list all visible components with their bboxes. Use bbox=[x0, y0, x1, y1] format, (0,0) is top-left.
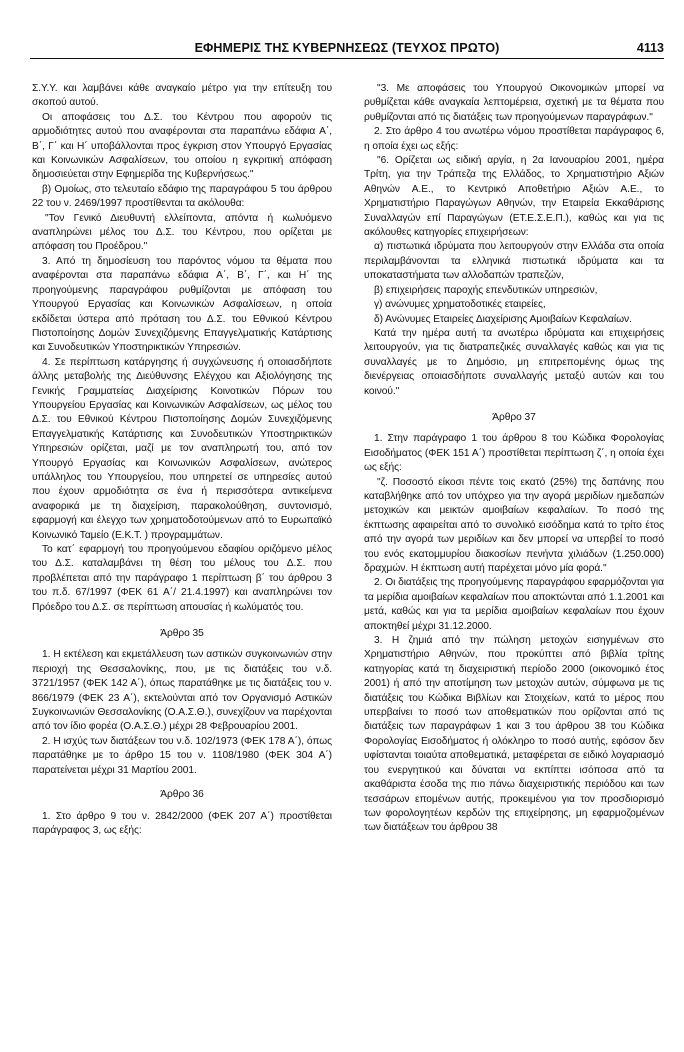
paragraph: 3. Από τη δημοσίευση του παρόντος νόμου τα θέματα που αναφέρονται στα παραπάνω εδάφια Α΄, Β΄, Γ΄, και Η΄ της προηγούμενης παραγράφου ρυθμίζονται με απόφαση του Υπουργού Εργασίας και Κοινωνικών Ασφαλίσεων, η οποία εκδίδεται ύστερα από πρόταση του Δ.Σ. του Εθνικού Κέντρου Πιστοποίησης Δομών Συνεχιζόμενης Επαγγελματικής Κατάρτισης και Συνοδευτικών Υποστηρικτικών Υπηρεσιών. bbox=[32, 255, 332, 354]
paragraph: Οι αποφάσεις του Δ.Σ. του Κέντρου που αφορούν τις αρμοδιότητες αυτού που αναφέρονται στα παραπάνω εδάφια Α΄, Β΄, Γ΄ και Η΄ υποβάλλονται προς έγκριση στον Υπουργό Εργασίας και Κοινωνικών Ασφαλίσεων, του οποίου η εγκριτική απόφαση δημοσιεύεται στην Εφημερίδα της Κυβερνήσεως." bbox=[32, 111, 332, 181]
list-item: β) επιχειρήσεις παροχής επενδυτικών υπηρεσιών, bbox=[374, 284, 598, 296]
quoted-paragraph: "3. Με αποφάσεις του Υπουργού Οικονομικών μπορεί να ρυθμίζεται κάθε αναγκαία λεπτομέρεια, σχετική με τα θέματα που ρυθμίζονται από τις διατάξεις των προηγούμενων παραγράφων." bbox=[364, 83, 664, 123]
paragraph: 4. Σε περίπτωση κατάργησης ή συγχώνευσης ή οποιασδήποτε άλλης μεταβολής της Διεύθυνσης Ελέγχου και Αξιολόγησης της Γενικής Γραμματείας Διαχείρισης Κοινοτικών Πόρων του Υπουργείου Εργασίας και Κοινωνικών Ασφαλίσεων, ως μέλος του Δ.Σ. του Εθνικού Κέντρου Πιστοποίησης Δομών Συνεχιζόμενης Επαγγελματικής Κατάρτισης και Συνοδευτικών Υποστηρικτικών Υπηρεσιών ορίζεται, μαζί με τον αναπληρωτή του, από τον Υπουργό Εργασίας και Κοινωνικών Ασφαλίσεων, ανώτερος υπάλληλος του Υπουργείου, που υπηρετεί σε υπηρεσίες αυτού που έχουν αρμοδιότητα σε ένα ή περισσότερα αντικείμενα αναφορικά με τη διαχείριση, παρακολούθηση, συντονισμό, εφαρμογή και έλεγχο των χρηματοδοτούμενων από το Ευρωπαϊκό Κοινωνικό Ταμείο (Ε.Κ.Τ. ) προγραμμάτων. bbox=[32, 356, 332, 541]
list-item: γ) ανώνυμες χρηματοδοτικές εταιρείες, bbox=[374, 299, 546, 311]
paragraph: Κατά την ημέρα αυτή τα ανωτέρω ιδρύματα και επιχειρήσεις λειτουργούν, για τις διατραπεζικές συναλλαγές καθώς και για τις συναλλαγές με το Δημόσιο, μη επιτρεπομένης όμως της διενέργειας οποιασδήποτε συναλλαγής μεταξύ αυτών και του κοινού." bbox=[364, 327, 664, 397]
article-heading-37: Άρθρο 37 bbox=[492, 411, 536, 423]
quoted-paragraph: "6. Ορίζεται ως ειδική αργία, η 2α Ιανουαρίου 2001, ημέρα Τρίτη, για την Τράπεζα της Ελλάδος, το Χρηματιστήριο Αξιών Αθηνών Α.Ε., το Κεντρικό Αποθετήριο Αξιών Α.Ε., το Χρηματιστήριο Παραγώγων Αθηνών, την Εταιρεία Εκκαθάρισης Συναλλαγών επί Παραγώγων (ΕΤ.Ε.Σ.Ε.Π.), καθώς και για τις ακόλουθες κατηγορίες επιχειρήσεων: bbox=[364, 155, 664, 239]
paragraph: 2. Οι διατάξεις της προηγούμενης παραγράφου εφαρμόζονται για τα μερίδια αμοιβαίων κεφαλαίων που αποκτώνται από 1.1.2001 και μετά, καθώς και για τα μερίδια αμοιβαίων κεφαλαίων που έχουν αποκτηθεί μέχρι 31.12.2000. bbox=[364, 577, 664, 632]
paragraph: β) Ομοίως, στο τελευταίο εδάφιο της παραγράφου 5 του άρθρου 22 του ν. 2469/1997 προστίθενται τα ακόλουθα: bbox=[32, 183, 332, 210]
page-number: 4113 bbox=[636, 41, 664, 55]
paragraph: Το κατ΄ εφαρμογή του προηγούμενου εδαφίου οριζόμενο μέλος του Δ.Σ. καταλαμβάνει τη θέση του μέλους του Δ.Σ. που προβλέπεται από την παράγραφο 1 περίπτωση β΄ του άρθρου 3 του π.δ. 67/1997 (ΦΕΚ 61 Α΄/ 21.4.1997) και αναπληρώνει τον Πρόεδρο του Δ.Σ. σε περίπτωση απουσίας ή κωλύματός του. bbox=[32, 544, 332, 613]
paragraph: 3. Η ζημιά από την πώληση μετοχών εισηγμένων στο Χρηματιστήριο Αθηνών, που προκύπτει από βιβλία τρίτης κατηγορίας κατά τη διαχειριστική περίοδο 2000 (οικονομικό έτος 2001) ή από την αποτίμηση των μετοχών αυτών, σύμφωνα με τις διατάξεις του Κώδικα Βιβλίων και Στοιχείων, κατά το μέρος που υπερβαίνει το ποσό των αποθεματικών που ορίζονται από τις διατάξεις των παραγράφων 1 και 3 του άρθρου 38 του Κώδικα Φορολογίας Εισοδήματος ή ολόκληρο το ποσό αυτής, εφόσον δεν υφίστανται τοιαύτα αποθεματικά, μεταφέρεται σε ειδικό λογαριασμό του ενεργητικού και δύναται να εκπίπτει ισόποσα από τα ακαθάριστα έσοδα της πιο πάνω διαχειριστικής περιόδου και των τεσσάρων επομένων αυτής, προκειμένου για τον προσδιορισμό των φορολογητέων κερδών της επιχείρησης, μη εφαρμοζομένων των διατάξεων του άρθρου 38 bbox=[364, 635, 664, 834]
paragraph: 2. Η ισχύς των διατάξεων του ν.δ. 102/1973 (ΦΕΚ 178 Α΄), όπως παρατάθηκε με το άρθρο 15 του ν. 1108/1980 (ΦΕΚ 304 Α΄) παρατείνεται μέχρι 31 Μαρτίου 2001. bbox=[32, 735, 332, 776]
left-column bbox=[32, 82, 332, 1042]
article-heading-36: Άρθρο 36 bbox=[160, 789, 204, 801]
page-header bbox=[30, 0, 664, 56]
right-column bbox=[364, 82, 664, 1042]
list-item: α) πιστωτικά ιδρύματα που λειτουργούν στην Ελλάδα στα οποία περιλαμβάνονται τα ελληνικά πιστωτικά ιδρύματα και τα υποκαταστήματα των αλλοδαπών τραπεζών, bbox=[364, 241, 664, 282]
paragraph: Σ.Υ.Υ. και λαμβάνει κάθε αναγκαίο μέτρο για την επίτευξη του σκοπού αυτού. bbox=[32, 83, 332, 109]
header-rule bbox=[30, 58, 664, 59]
paragraph: 1. Η εκτέλεση και εκμετάλλευση των αστικών συγκοινωνιών στην περιοχή της Θεσσαλονίκης, που, με τις διατάξεις του ν.δ. 3721/1957 (ΦΕΚ 142 Α΄), όπως παρατάθηκε με τις διατάξεις του ν. 866/1979 (ΦΕΚ 23 Α΄), εκτελούνται από τον Οργανισμό Αστικών Συγκοινωνιών Θεσσαλονίκης (Ο.Α.Σ.Θ.), συνεχίζουν να παρέχονται από τον ίδιο φορέα (Ο.Α.Σ.Θ.) μέχρι 28 Φεβρουαρίου 2001. bbox=[32, 649, 332, 733]
paragraph: 1. Στο άρθρο 9 του ν. 2842/2000 (ΦΕΚ 207 Α΄) προστίθεται παράγραφος 3, ως εξής: bbox=[32, 810, 332, 836]
paragraph: 1. Στην παράγραφο 1 του άρθρου 8 του Κώδικα Φορολογίας Εισοδήματος (ΦΕΚ 151 Α΄) προστίθεται περίπτωση ζ΄, η οποία έχει ως εξής: bbox=[364, 433, 664, 474]
paragraph: 2. Στο άρθρο 4 του ανωτέρω νόμου προστίθεται παράγραφος 6, η οποία έχει ως εξής: bbox=[364, 126, 664, 152]
gazette-title: ΕΦΗΜΕΡΙΣ ΤΗΣ ΚΥΒΕΡΝΗΣΕΩΣ (ΤΕΥΧΟΣ ΠΡΩΤΟ) bbox=[194, 41, 500, 55]
quoted-paragraph: "ζ. Ποσοστό είκοσι πέντε τοις εκατό (25%) της δαπάνης που καταβλήθηκε από τον υπόχρεο για την αγορά μεριδίων ημεδαπών μετοχικών και μεικτών αμοιβαίων κεφαλαίων. Το ποσό της έκπτωσης αφαιρείται από το συνολικό εισόδημα κατά το τρίτο έτος από την αγορά των μεριδίων και δεν μπορεί να υπερβεί το ποσό του ενός εκατομμυρίου διακοσίων πενήντα χιλιάδων (1.250.000) δραχμών. Η έκπτωση αυτή παρέχεται μόνο μία φορά." bbox=[364, 476, 664, 574]
list-item: δ) Ανώνυμες Εταιρείες Διαχείρισης Αμοιβαίων Κεφαλαίων. bbox=[374, 313, 632, 325]
article-heading-35: Άρθρο 35 bbox=[160, 628, 204, 640]
quoted-paragraph: "Τον Γενικό Διευθυντή ελλείποντα, απόντα ή κωλυόμενο αναπληρώνει μέλος του Δ.Σ. του Κέντρου, που ορίζεται με απόφαση του Προέδρου." bbox=[32, 212, 332, 253]
